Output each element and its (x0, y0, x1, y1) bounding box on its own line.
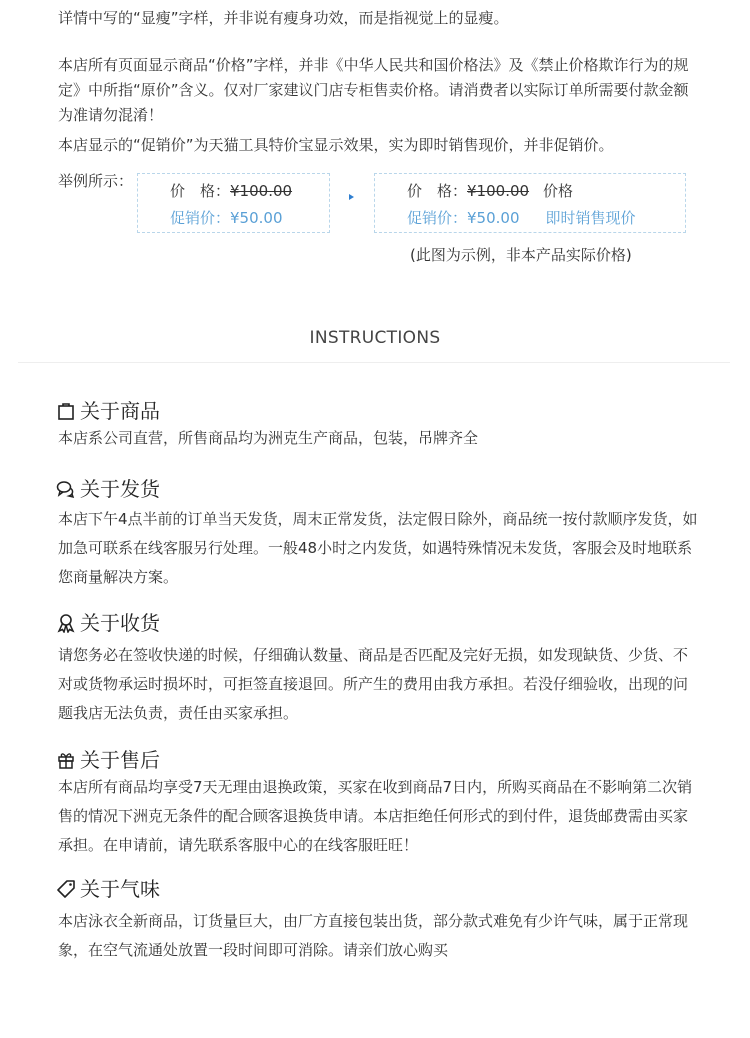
price-label: 价 格： (170, 182, 231, 200)
section-title-text: 关于气味 (80, 877, 160, 901)
promo-value: ¥50.00 (467, 209, 520, 227)
section-title-shipping (56, 476, 160, 502)
ribbon-icon (56, 613, 76, 633)
promo-label: 促销价： (407, 209, 468, 227)
price-label: 价 格： (407, 182, 468, 200)
section-title-product (56, 398, 160, 424)
price-example-box-after (374, 173, 686, 233)
section-title-text: 关于收货 (80, 611, 160, 635)
example-label: 举例所示： (58, 172, 134, 190)
price-value: ¥100.00 (467, 182, 530, 200)
section-body-product: 本店系公司直营，所售商品均为洲克生产商品，包装，吊牌齐全 (58, 429, 479, 447)
gift-icon (56, 750, 76, 770)
section-title-receiving (56, 610, 160, 636)
promo-label: 促销价： (170, 209, 231, 227)
instructions-title: INSTRUCTIONS (309, 328, 441, 348)
intro-promo-paragraph: 本店显示的“促销价”为天猫工具特价宝显示效果，实为即时销售现价，并非促销价。 (58, 136, 614, 154)
section-title-text: 关于售后 (80, 748, 160, 772)
section-title-odor (56, 876, 160, 902)
section-body-receiving: 请您务必在签收快递的时候，仔细确认数量、商品是否匹配及完好无损，如发现缺货、少货、不对或货物承运时损坏时，可拒签直接退回。所产生的费用由我方承担。若没仔细验收，出现的问题我店无法负责，责任由买家承担。 (58, 646, 689, 722)
section-title-aftersales (56, 747, 160, 773)
promo-row (170, 207, 283, 228)
divider (18, 362, 730, 363)
arrow-right-icon (349, 194, 354, 200)
intro-price-paragraph: 本店所有页面显示商品“价格”字样，并非《中华人民共和国价格法》及《禁止价格欺诈行为的规定》中所指“原价”含义。仅对厂家建议门店专柜售卖价格。请消费者以实际订单所需要付款金额为准请勿混淆！ (58, 56, 689, 124)
price-note: 价格 (543, 182, 574, 200)
promo-note: 即时销售现价 (545, 209, 636, 227)
section-body-odor: 本店泳衣全新商品，订货量巨大，由厂方直接包装出货，部分款式难免有少许气味，属于正常现象，在空气流通处放置一段时间即可消除。请亲们放心购买 (58, 912, 689, 959)
promo-value: ¥50.00 (230, 209, 283, 227)
section-title-text: 关于发货 (80, 477, 160, 501)
section-body-shipping: 本店下午4点半前的订单当天发货，周末正常发货，法定假日除外，商品统一按付款顺序发货，如加急可联系在线客服另行处理。一般48小时之内发货，如遇特殊情况未发货，客服会及时地联系您商量解决方案。 (58, 510, 698, 586)
section-title-text: 关于商品 (80, 399, 160, 423)
price-row (170, 180, 292, 201)
promo-row (407, 207, 636, 228)
price-value: ¥100.00 (230, 182, 293, 200)
bag-icon (56, 401, 76, 421)
example-note: (此图为示例，非本产品实际价格) (410, 246, 632, 264)
tag-icon (56, 879, 76, 899)
intro-line: 详情中写的“显瘦”字样，并非说有瘦身功效，而是指视觉上的显瘦。 (58, 9, 509, 27)
price-row (407, 180, 573, 201)
chat-icon (56, 479, 76, 499)
section-body-aftersales: 本店所有商品均享受7天无理由退换政策，买家在收到商品7日内，所购买商品在不影响第二次销售的情况下洲克无条件的配合顾客退换货申请。本店拒绝任何形式的到付件，退货邮费需由买家承担。在申请前，请先联系客服中心的在线客服旺旺！ (58, 778, 693, 854)
price-example-box-before (137, 173, 330, 233)
